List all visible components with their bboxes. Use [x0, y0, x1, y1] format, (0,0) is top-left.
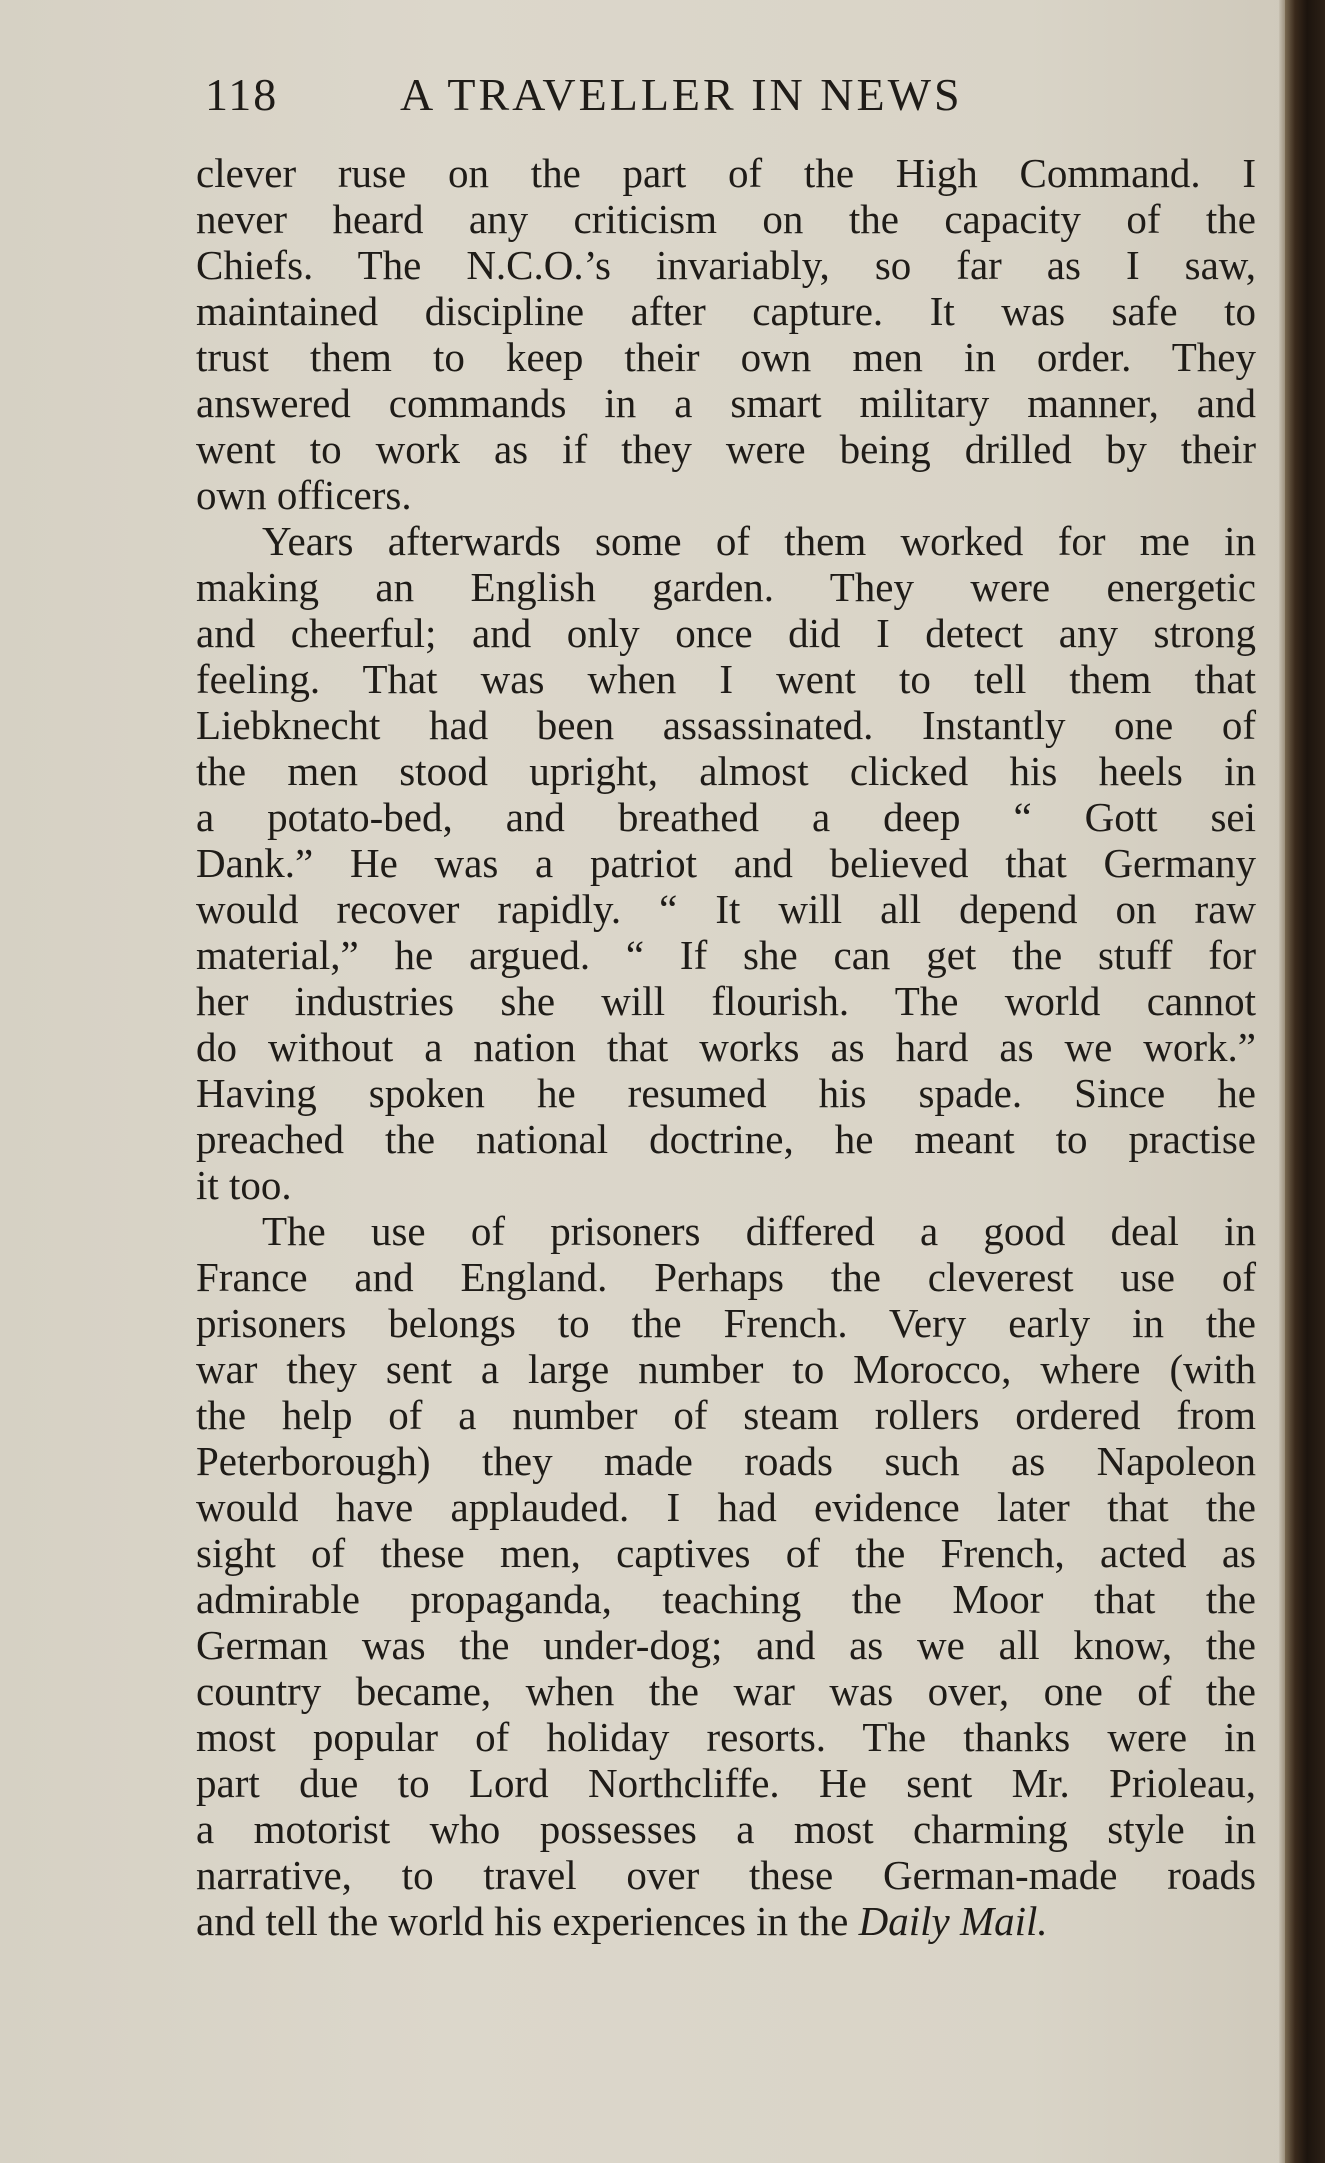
text-line: do without a nation that works as hard as we work.” — [196, 1024, 1256, 1070]
final-line-text: and tell the world his experiences in the — [196, 1898, 859, 1944]
text-line: the men stood upright, almost clicked his heels in — [196, 748, 1256, 794]
text-line: country became, when the war was over, one of the — [196, 1668, 1256, 1714]
text-line: preached the national doctrine, he meant to practise — [196, 1116, 1256, 1162]
text-line: France and England. Perhaps the cleverest use of — [196, 1254, 1256, 1300]
text-line: narrative, to travel over these German-made roads — [196, 1852, 1256, 1898]
text-line: trust them to keep their own men in order. They — [196, 334, 1256, 380]
text-line: went to work as if they were being drilled by their — [196, 426, 1256, 472]
text-line: clever ruse on the part of the High Command. I — [196, 150, 1256, 196]
final-text-line — [196, 1898, 1256, 1944]
page-number: 118 — [205, 69, 279, 120]
text-line: German was the under-dog; and as we all know, the — [196, 1622, 1256, 1668]
text-line: a motorist who possesses a most charming style in — [196, 1806, 1256, 1852]
text-line: maintained discipline after capture. It was safe to — [196, 288, 1256, 334]
text-line: Chiefs. The N.C.O.’s invariably, so far as I saw, — [196, 242, 1256, 288]
running-head: A TRAVELLER IN NEWS — [400, 69, 963, 120]
text-line: Peterborough) they made roads such as Napoleon — [196, 1438, 1256, 1484]
text-line: Having spoken he resumed his spade. Since he — [196, 1070, 1256, 1116]
text-line: prisoners belongs to the French. Very early in the — [196, 1300, 1256, 1346]
page-header — [205, 68, 1075, 124]
text-line: never heard any criticism on the capacity of the — [196, 196, 1256, 242]
text-line: part due to Lord Northcliffe. He sent Mr. Prioleau, — [196, 1760, 1256, 1806]
text-line: own officers. — [196, 472, 412, 518]
text-line: and cheerful; and only once did I detect any strong — [196, 610, 1256, 656]
text-line: war they sent a large number to Morocco, where (with — [196, 1346, 1256, 1392]
text-line: sight of these men, captives of the French, acted as — [196, 1530, 1256, 1576]
text-line: Dank.” He was a patriot and believed that Germany — [196, 840, 1256, 886]
text-line: her industries she will flourish. The world cannot — [196, 978, 1256, 1024]
newspaper-title: Daily Mail. — [858, 1898, 1048, 1944]
text-line: Liebknecht had been assassinated. Instantly one of — [196, 702, 1256, 748]
text-line: feeling. That was when I went to tell them that — [196, 656, 1256, 702]
text-line: would recover rapidly. “ It will all depend on raw — [196, 886, 1256, 932]
paragraph-start-line: Years afterwards some of them worked for me in — [262, 518, 1256, 564]
text-line: material,” he argued. “ If she can get the stuff for — [196, 932, 1256, 978]
text-line: admirable propaganda, teaching the Moor that the — [196, 1576, 1256, 1622]
text-line: a potato-bed, and breathed a deep “ Gott sei — [196, 794, 1256, 840]
text-line: it too. — [196, 1162, 292, 1208]
text-line: making an English garden. They were energetic — [196, 564, 1256, 610]
text-line: most popular of holiday resorts. The thanks were in — [196, 1714, 1256, 1760]
text-line: would have applauded. I had evidence later that the — [196, 1484, 1256, 1530]
book-binding — [1285, 0, 1325, 2163]
text-line: the help of a number of steam rollers ordered from — [196, 1392, 1256, 1438]
text-line: answered commands in a smart military manner, and — [196, 380, 1256, 426]
paragraph-start-line: The use of prisoners differed a good deal in — [262, 1208, 1256, 1254]
body-text — [196, 150, 1256, 1944]
